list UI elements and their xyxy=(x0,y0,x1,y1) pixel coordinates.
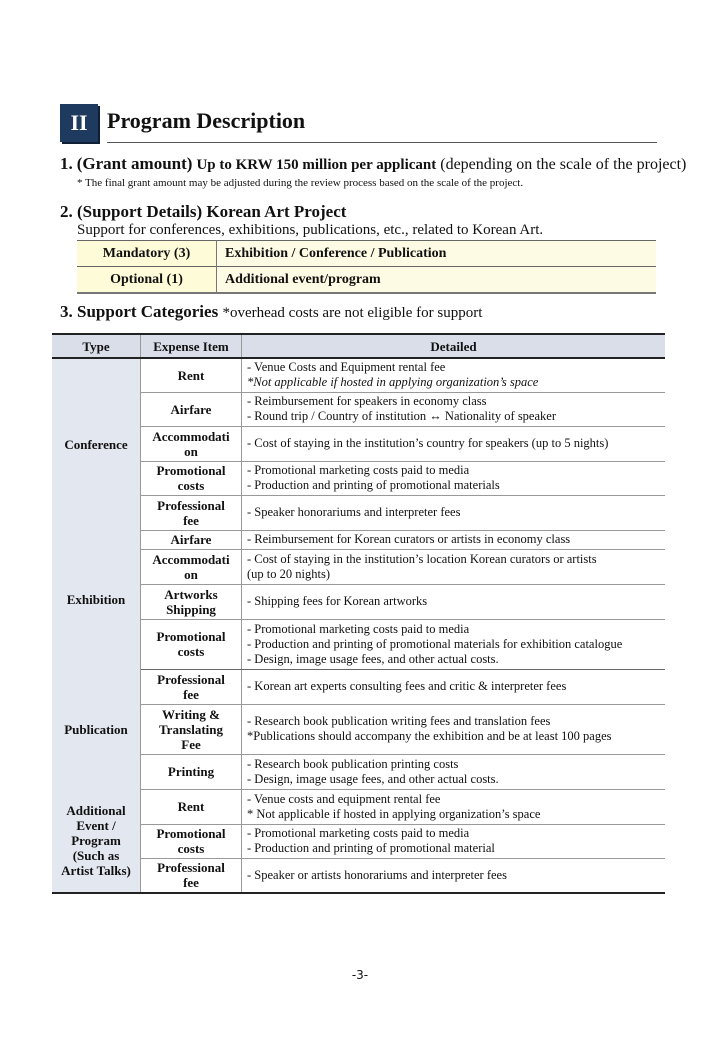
expense-detail xyxy=(242,392,666,426)
expense-item: Printing xyxy=(141,754,242,789)
detail-line: - Korean art experts consulting fees and critic & interpreter fees xyxy=(247,679,567,693)
expense-detail xyxy=(242,754,666,789)
requirement-value: Additional event/program xyxy=(217,267,657,294)
detail-line: - Research book publication printing costs xyxy=(247,756,459,771)
page-number: -3- xyxy=(351,968,369,982)
support-categories-note: *overhead costs are not eligible for support xyxy=(222,305,483,321)
detail-line: - Design, image usage fees, and other actual costs. xyxy=(247,771,499,786)
support-categories-table xyxy=(52,333,665,894)
expense-item: Promotional costs xyxy=(141,619,242,669)
column-header-expense-item: Expense Item xyxy=(141,334,242,358)
detail-line: - Reimbursement for Korean curators or artists in economy class xyxy=(247,532,571,546)
detail-line: - Promotional marketing costs paid to media xyxy=(247,621,470,636)
detail-line: - Cost of staying in the institution’s country for speakers (up to 5 nights) xyxy=(247,436,609,450)
table-row xyxy=(52,549,665,584)
table-row xyxy=(52,584,665,619)
type-conference: Conference xyxy=(52,358,141,530)
expense-detail xyxy=(242,358,666,392)
type-publication: Publication xyxy=(52,669,141,789)
table-row xyxy=(77,267,656,294)
support-details-heading: 2. (Support Details) Korean Art Project xyxy=(60,202,347,221)
table-row xyxy=(52,358,665,392)
detail-line: - Venue costs and equipment rental fee xyxy=(247,791,441,806)
detail-note: *Not applicable if hosted in applying organization’s space xyxy=(247,375,539,390)
expense-item: Accommodati on xyxy=(141,549,242,584)
detail-line: - Production and printing of promotional materials xyxy=(247,478,500,492)
grant-amount-value: Up to KRW 150 million per applicant xyxy=(196,157,437,173)
expense-detail xyxy=(242,584,666,619)
expense-detail xyxy=(242,461,666,495)
section-header xyxy=(60,104,658,144)
expense-item: Artworks Shipping xyxy=(141,584,242,619)
detail-line: - Research book publication writing fees and translation fees xyxy=(247,714,551,728)
expense-detail xyxy=(242,789,666,824)
expense-item: Promotional costs xyxy=(141,461,242,495)
support-details-subtext: Support for conferences, exhibitions, publications, etc., related to Korean Art. xyxy=(77,222,544,238)
expense-detail xyxy=(242,669,666,704)
detail-line: - Promotional marketing costs paid to media xyxy=(247,826,470,840)
detail-line: - Venue Costs and Equipment rental fee xyxy=(247,360,446,375)
grant-amount-condition: (depending on the scale of the project) xyxy=(440,156,687,173)
detail-line: - Round trip / Country of institution ↔ Nationality of speaker xyxy=(247,409,556,423)
column-header-type: Type xyxy=(52,334,141,358)
expense-item: Professional fee xyxy=(141,858,242,893)
grant-note: * The final grant amount may be adjusted during the review process based on the scale of the project. xyxy=(77,177,524,189)
expense-item: Airfare xyxy=(141,392,242,426)
requirement-value: Exhibition / Conference / Publication xyxy=(217,241,657,267)
table-row xyxy=(52,858,665,893)
expense-detail xyxy=(242,495,666,530)
expense-detail xyxy=(242,858,666,893)
expense-item: Airfare xyxy=(141,530,242,549)
table-row xyxy=(52,824,665,858)
table-row xyxy=(52,754,665,789)
section-number-badge: II xyxy=(60,104,98,142)
detail-line: - Speaker or artists honorariums and interpreter fees xyxy=(247,867,507,882)
expense-detail xyxy=(242,824,666,858)
grant-heading-label: (Grant amount) xyxy=(76,154,193,173)
expense-item: Promotional costs xyxy=(141,824,242,858)
requirement-label: Mandatory (3) xyxy=(77,241,217,267)
grant-heading-number: 1. xyxy=(60,154,73,173)
type-additional-event: Additional Event / Program (Such as Artist Talks) xyxy=(52,789,141,893)
table-row xyxy=(52,461,665,495)
detail-note: * Not applicable if hosted in applying organization’s space xyxy=(247,806,541,821)
expense-item: Professional fee xyxy=(141,669,242,704)
table-row xyxy=(52,669,665,704)
detail-line: (up to 20 nights) xyxy=(247,566,330,581)
expense-detail xyxy=(242,530,666,549)
detail-line: - Production and printing of promotional materials for exhibition catalogue xyxy=(247,636,623,651)
expense-item: Professional fee xyxy=(141,495,242,530)
column-header-detailed: Detailed xyxy=(242,334,666,358)
expense-detail xyxy=(242,704,666,754)
detail-line: - Promotional marketing costs paid to media xyxy=(247,463,470,477)
table-row xyxy=(77,241,656,267)
support-categories-title: 3. Support Categories xyxy=(60,302,219,321)
detail-line: - Reimbursement for speakers in economy class xyxy=(247,394,487,408)
detail-note: *Publications should accompany the exhibition and be at least 100 pages xyxy=(247,729,612,743)
section-divider xyxy=(107,142,657,143)
expense-detail xyxy=(242,549,666,584)
expense-detail xyxy=(242,619,666,669)
expense-detail xyxy=(242,426,666,461)
detail-line: - Cost of staying in the institution’s location Korean curators or artists xyxy=(247,551,597,566)
table-row xyxy=(52,789,665,824)
expense-item: Rent xyxy=(141,358,242,392)
table-row xyxy=(52,426,665,461)
expense-item: Rent xyxy=(141,789,242,824)
table-header-row xyxy=(52,334,665,358)
requirement-label: Optional (1) xyxy=(77,267,217,294)
table-row xyxy=(52,392,665,426)
detail-line: - Production and printing of promotional material xyxy=(247,841,495,855)
table-row xyxy=(52,619,665,669)
section-title: Program Description xyxy=(107,108,306,133)
table-row xyxy=(52,495,665,530)
detail-line: - Shipping fees for Korean artworks xyxy=(247,594,428,608)
detail-line: - Design, image usage fees, and other actual costs. xyxy=(247,651,499,666)
type-exhibition: Exhibition xyxy=(52,530,141,669)
grant-amount-heading xyxy=(60,154,686,174)
detail-line: - Speaker honorariums and interpreter fees xyxy=(247,505,461,519)
expense-item: Accommodati on xyxy=(141,426,242,461)
support-requirements-table xyxy=(77,240,656,294)
expense-item: Writing & Translating Fee xyxy=(141,704,242,754)
table-row xyxy=(52,530,665,549)
support-categories-heading xyxy=(60,302,482,322)
table-row xyxy=(52,704,665,754)
